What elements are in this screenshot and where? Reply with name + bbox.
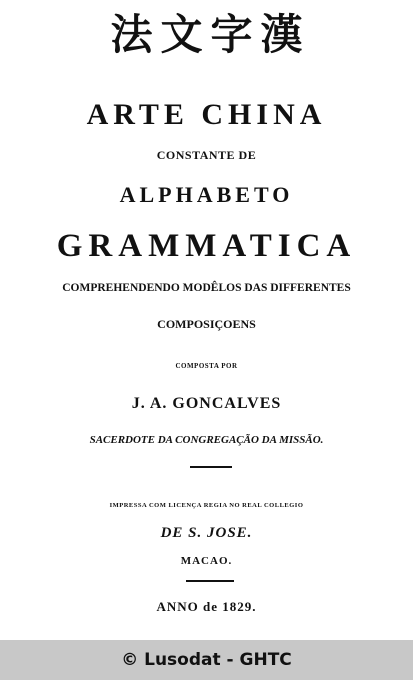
chinese-title: 法文字漢 [110, 10, 311, 59]
city-name: MACAO. [180, 555, 233, 567]
college-name: DE S. JOSE. [160, 525, 253, 541]
decorative-rule-lower [186, 580, 234, 582]
decorative-rule-upper [190, 466, 232, 468]
constante-de-line: CONSTANTE DE [156, 148, 257, 162]
copyright-text: © Lusodat - GHTC [121, 650, 292, 670]
main-title-arte-china: ARTE CHINA [86, 98, 327, 131]
composta-por-line: COMPOSTA POR [175, 362, 238, 370]
author-name: J. A. GONCALVES [131, 395, 282, 412]
grammatica-title: GRAMMATICA [56, 228, 357, 264]
alphabeto-title: ALPHABETO [119, 182, 294, 207]
printing-license-line: IMPRESSA COM LICENÇA REGIA NO REAL COLLEGIO [109, 502, 304, 509]
publication-year: ANNO de 1829. [156, 599, 257, 614]
subtitle-line-2: COMPOSIÇOENS [157, 317, 256, 331]
congregation-line: SACERDOTE DA CONGREGAÇÃO DA MISSÃO. [89, 434, 324, 446]
subtitle-line-1: COMPREHENDENDO MODÊLOS DAS DIFFERENTES [62, 282, 351, 294]
copyright-footer [0, 640, 413, 680]
